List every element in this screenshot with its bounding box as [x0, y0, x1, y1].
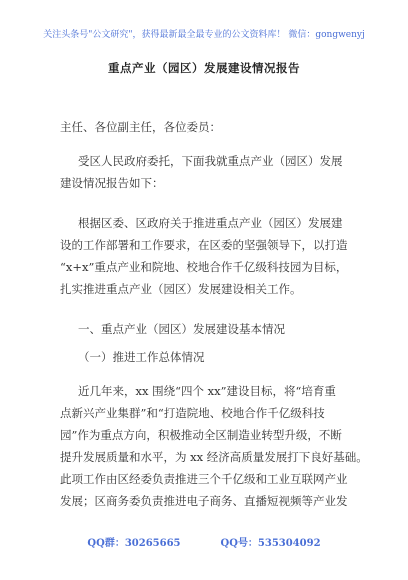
paragraph-intro [60, 150, 360, 194]
salutation [60, 116, 360, 138]
salutation-line: 主任、各位副主任，各位委员： [60, 120, 221, 134]
subsection-heading-1 [78, 346, 360, 368]
heading-line: 一、重点产业（园区）发展建设基本情况 [78, 322, 285, 336]
section-heading-1 [78, 318, 360, 340]
footer-qq: QQ号：535304092 [220, 538, 321, 549]
paragraph-line: 建设情况报告如下： [60, 176, 164, 190]
header-promo-note: 关注头条号"公文研究"，获得最新最全最专业的公文资料库！ 微信：gongwenyj [43, 30, 365, 40]
paragraph-line: 园”作为重点方向，积极推动全区制造业转型升级，不断 [60, 428, 342, 442]
paragraph-background [60, 212, 360, 300]
paragraph-line: 提升发展质量和水平，为 xx 经济高质量发展打下良好基础。 [60, 450, 368, 464]
heading-line: （一）推进工作总体情况 [78, 350, 205, 364]
paragraph-line: 发展；区商务委负责推进电子商务、直播短视频等产业发 [60, 494, 348, 508]
paragraph-line: 根据区委、区政府关于推进重点产业（园区）发展建 [78, 216, 343, 230]
paragraph-line: 此项工作由区经委负责推进三个千亿级和工业互联网产业 [60, 472, 348, 486]
paragraph-line: 设的工作部署和工作要求，在区委的坚强领导下，以打造 [60, 238, 348, 252]
footer-qq-group: QQ群：30265665 [87, 538, 181, 549]
footer-contact [0, 534, 408, 549]
paragraph-line: 受区人民政府委托，下面我就重点产业（园区）发展 [78, 154, 343, 168]
paragraph-line: 近几年来，xx 围绕“四个 xx”建设目标，将“培育重 [78, 384, 336, 398]
paragraph-line: 扎实推进重点产业（园区）发展建设相关工作。 [60, 282, 302, 296]
paragraph-overview [60, 380, 368, 512]
document-title: 重点产业（园区）发展建设情况报告 [108, 61, 300, 75]
paragraph-line: 点新兴产业集群”和“打造院地、校地合作千亿级科技 [60, 406, 325, 420]
paragraph-line: “x+x”重点产业和院地、校地合作千亿级科技园为目标， [60, 260, 348, 274]
